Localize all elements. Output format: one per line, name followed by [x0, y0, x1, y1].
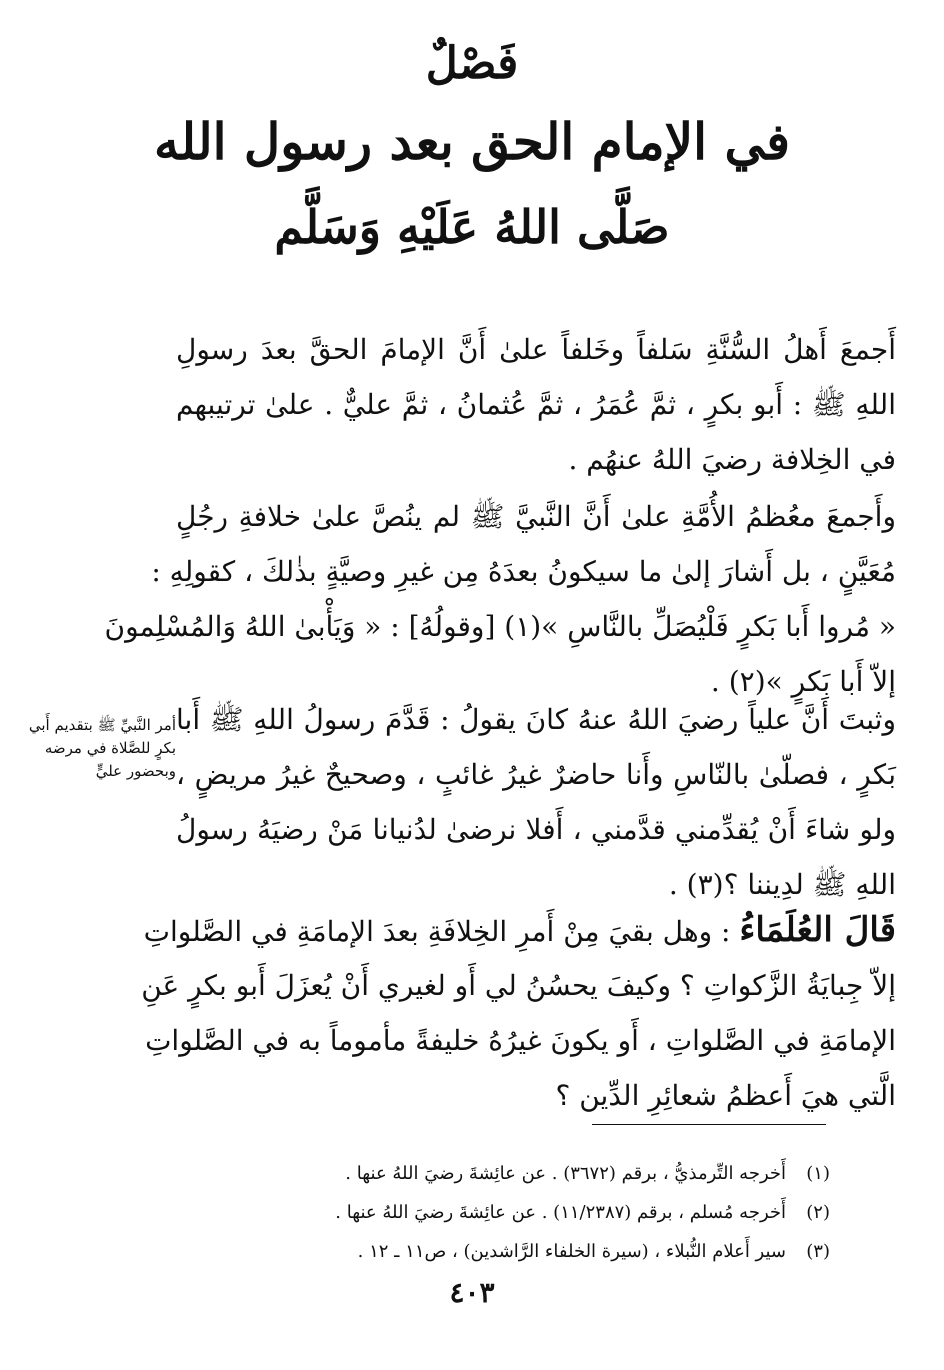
footnotes	[240, 1154, 830, 1271]
text-line: اللهِ ﷺ : أَبو بكرٍ ، ثمَّ عُمَرُ ، ثمَّ عُثمانُ ، ثمَّ عليٌّ . علىٰ ترتيبهم	[176, 388, 896, 421]
section-heading: فَصْلٌ	[425, 38, 519, 89]
footnote-text: سير أَعلام النُّبلاء ، (سيرة الخلفاء الرَّاشدين) ، ص١١ ـ ١٢ .	[357, 1241, 786, 1262]
text-line: اللهِ ﷺ لدِيننا ؟(٣) .	[668, 868, 896, 901]
section-title: في الإمام الحق بعد رسول الله	[153, 112, 791, 171]
footnote-number: (٢)	[806, 1202, 830, 1223]
footnote-number: (١)	[806, 1163, 830, 1184]
footnote-divider	[592, 1124, 826, 1125]
paragraph-2	[104, 489, 896, 709]
paragraph-lead: قَالَ العُلَمَاءُ	[739, 910, 896, 950]
text-line: أَجمعَ أَهلُ السُّنَّةِ سَلفاً وخَلفاً علىٰ أَنَّ الإمامَ الحقَّ بعدَ رسولِ	[176, 333, 896, 366]
footnote-text: أَخرجه مُسلم ، برقم (١١/٢٣٨٧) . عن عائِشةَ رضيَ اللهُ عنها .	[335, 1202, 786, 1223]
text-line: الَّتي هيَ أَعظمُ شعائِرِ الدِّين ؟	[555, 1079, 896, 1112]
footnote-text: أَخرجه التِّرمذيُّ ، برقم (٣٦٧٢) . عن عائِشةَ رضيَ اللهُ عنها .	[345, 1163, 786, 1184]
text-line: « مُروا أَبا بَكرٍ فَلْيُصَلِّ بالنَّاسِ »(١) [وقولُهُ] : « وَيَأْبىٰ اللهُ وَالمُسْلِمونَ	[104, 610, 896, 643]
footnote	[240, 1193, 830, 1232]
text-line	[143, 903, 896, 958]
paragraph-4	[141, 903, 896, 1123]
paragraph-3	[176, 692, 896, 912]
text-line: ولو شاءَ أَنْ يُقدِّمني قدَّمني ، أَفلا نرضىٰ لدُنيانا مَنْ رضيَهُ رسولُ	[176, 813, 896, 846]
footnote	[240, 1232, 830, 1271]
lead-rest: : وهل بقيَ مِنْ أَمرِ الخِلافَةِ بعدَ الإمامَةِ في الصَّلواتِ	[143, 915, 740, 948]
text-line: في الخِلافة رضيَ اللهُ عنهُم .	[568, 443, 896, 476]
margin-note: أمر النَّبيِّ ﷺ بتقديم أَبي بكرٍ للصَّلاة في مرضه وبحضور عليٍّ	[28, 716, 176, 780]
footnote	[240, 1154, 830, 1193]
text-line: بَكرٍ ، فصلّىٰ بالنّاسِ وأَنا حاضرٌ غيرُ غائبٍ ، وصحيحٌ غيرُ مريضٍ ،	[176, 758, 896, 791]
text-line: إلاّ جِبايَةُ الزَّكواتِ ؟ وكيفَ يحسُنُ لي أَو لغيري أَنْ يُعزَلَ أَبو بكرٍ عَنِ	[141, 969, 896, 1002]
text-line: مُعَيَّنٍ ، بل أَشارَ إلىٰ ما سيكونُ بعدَهُ مِن غيرِ وصيَّةٍ بذٰلكَ ، كقولِهِ :	[151, 555, 896, 588]
page-number: ٤٠٣	[449, 1276, 495, 1309]
text-line: الإمامَةِ في الصَّلواتِ ، أَو يكونَ غيرُهُ خليفةً مأموماً به في الصَّلواتِ	[145, 1024, 896, 1057]
footnote-number: (٣)	[806, 1241, 830, 1262]
text-line: إلاّ أَبا بَكرٍ »(٢) .	[710, 665, 896, 698]
section-subtitle: صَلَّى اللهُ عَلَيْهِ وَسَلَّم	[274, 200, 670, 254]
text-line: وثبتَ أَنَّ علياً رضيَ اللهُ عنهُ كانَ يقولُ : قَدَّمَ رسولُ اللهِ ﷺ أَبا	[176, 703, 896, 736]
paragraph-1	[176, 322, 896, 487]
text-line: وأَجمعَ معُظمُ الأُمَّةِ علىٰ أَنَّ النَّبيَّ ﷺ لم ينُصَّ علىٰ خلافةِ رجُلٍ	[176, 500, 896, 533]
